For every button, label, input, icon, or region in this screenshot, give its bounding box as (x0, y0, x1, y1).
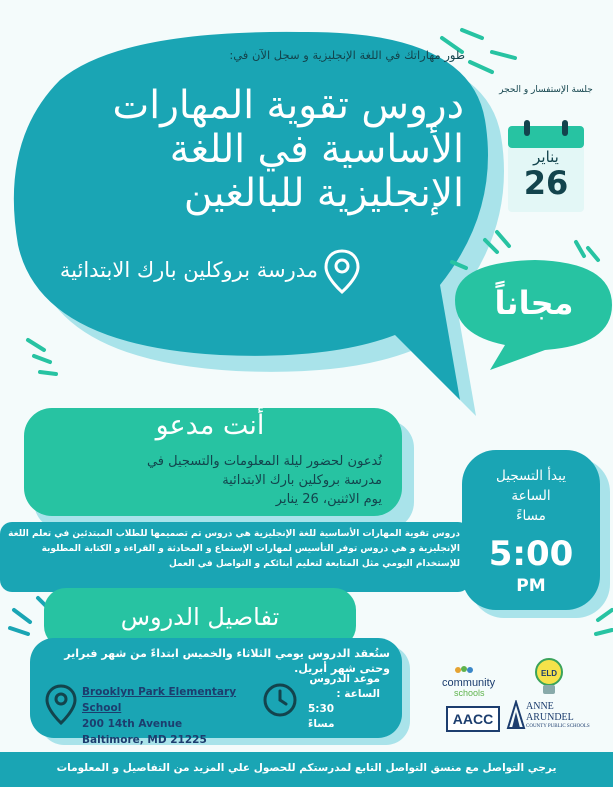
lesson-time-label-2: الساعة : (336, 688, 380, 700)
lesson-time-number: 5:30 (308, 703, 335, 715)
title-line-1: دروس تقوية المهارات (112, 83, 464, 128)
intro-text: طور مهاراتك في اللغة الإنجليزية و سجل الآن في: (229, 48, 465, 62)
address-line-1: 200 14th Avenue (82, 718, 183, 730)
session-month: يناير (533, 148, 559, 166)
lesson-time-label-1: موعد الدروس (309, 673, 380, 685)
details-heading: تفاصيل الدروس (120, 603, 280, 631)
school-name: مدرسة بروكلين بارك الابتدائية (59, 258, 318, 282)
invite-body (40, 452, 382, 509)
community-logo-text-1: community (442, 677, 496, 689)
aacps-emblem-icon (506, 700, 526, 730)
address-pin-icon (44, 684, 78, 726)
schedule-line-2: وحتى شهر أبريل. (294, 662, 390, 675)
lesson-time-value (308, 702, 348, 732)
session-day: 26 (523, 164, 569, 202)
registration-line-1: يبدأ التسجيل (496, 468, 566, 484)
registration-time: 5:00 (488, 534, 574, 574)
address-line-2: Baltimore, MD 21225 (82, 734, 207, 746)
community-schools-logo (440, 662, 516, 698)
aacc-logo: AACC (446, 706, 500, 732)
registration-line-2: الساعة (511, 488, 551, 504)
clock-icon (262, 682, 298, 718)
lesson-time-suffix: مساءً (308, 718, 335, 730)
footer-text: يرجي التواصل مع منسق التواصل التابع لمدرستكم للحصول علي المزيد من التفاصيل و المعلومات (56, 762, 557, 774)
aacps-logo (526, 701, 610, 730)
school-name-en: Brooklyn Park Elementary School (82, 686, 237, 714)
community-logo-text-2: schools (454, 688, 485, 698)
eld-bulb-logo (534, 658, 564, 698)
invite-line-1: تُدعون لحضور ليلة المعلومات والتسجيل في (146, 454, 382, 469)
registration-label (462, 466, 600, 526)
schedule-line-1: ستُعقد الدروس يومي الثلاثاء والخميس ابتداءً من شهر فبراير (64, 647, 390, 660)
address-block (82, 684, 272, 748)
title-line-3: الإنجليزية للبالغين (183, 171, 464, 216)
location-pin-icon (322, 248, 362, 296)
lesson-time-block (300, 672, 380, 702)
invite-line-3: يوم الاثنين، 26 يناير (275, 492, 382, 507)
invite-heading: أنت مدعو (155, 410, 265, 441)
session-label: جلسة الإستفسار و الحجر (499, 85, 593, 95)
aacps-line-1: ANNE (526, 701, 554, 712)
eld-logo-text: ELD (541, 669, 557, 678)
free-label: مجاناً (494, 284, 574, 322)
registration-ampm: PM (516, 576, 546, 596)
registration-line-3: مساءً (516, 508, 546, 524)
aacps-line-3: COUNTY PUBLIC SCHOOLS (526, 724, 590, 729)
main-title (36, 84, 464, 216)
title-line-2: الأساسية في اللغة (169, 127, 464, 172)
invite-line-2: مدرسة بروكلين بارك الابتدائية (222, 473, 382, 488)
description-text: دروس تقوية المهارات الأساسية للغة الإنجليزية هي دروس تم تصميمها للطلاب المبتدئين في تعلم اللغة الإنجليزية و هي دروس توفر التأسيس لمهارات الإستماع و المحادثة و القراءة و الكتابة المطلوبة للإستخدام اليومي مثل المتابعة لتعليم أبنائكم و التواصل في العمل (8, 529, 460, 569)
aacps-line-2: ARUNDEL (526, 712, 574, 723)
